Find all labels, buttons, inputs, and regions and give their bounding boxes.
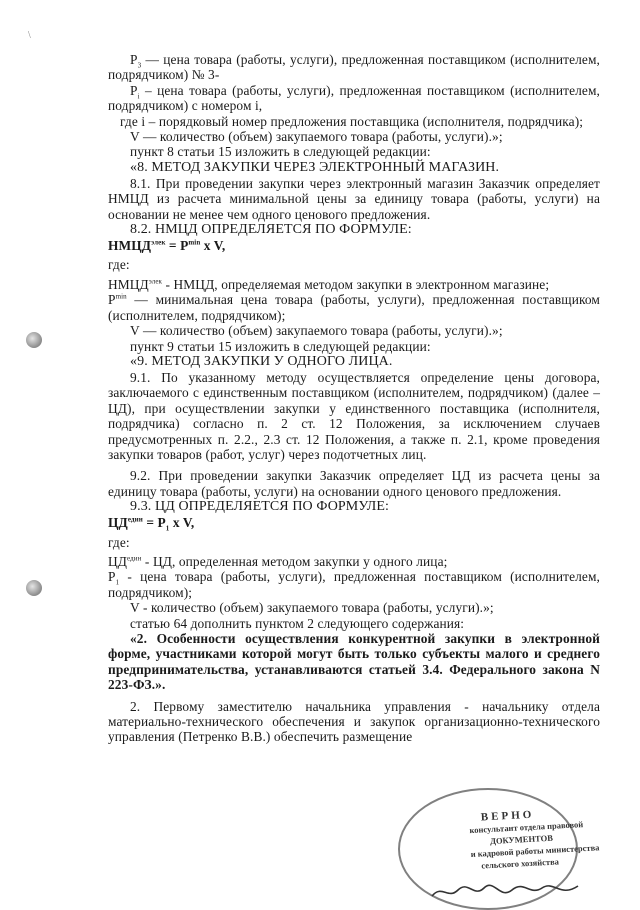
- p1-symbol: Р: [108, 569, 116, 585]
- paragraph-pi: [108, 83, 600, 114]
- stamp-line-2: консультант отдела правовой: [469, 819, 584, 836]
- paragraph-article64-intro: статью 64 дополнить пунктом 2 следующего содержания:: [130, 615, 465, 631]
- heading-9: «9. МЕТОД ЗАКУПКИ У ОДНОГО ЛИЦА.: [130, 353, 393, 369]
- paragraph-v-def: V — количество (объем) закупаемого товара (работы, услуги).»;: [130, 129, 503, 145]
- paragraph-pmin-def: [108, 292, 600, 323]
- paragraph-v-def-2: V — количество (объем) закупаемого товара (работы, услуги).»;: [130, 323, 503, 339]
- paragraph-where-2: где:: [108, 534, 130, 550]
- formula-nmcd: [108, 238, 600, 253]
- paragraph-p1-def: [108, 569, 600, 600]
- paragraph-item9-intro: пункт 9 статьи 15 изложить в следующей редакции:: [130, 338, 431, 354]
- paragraph-9-1: 9.1. По указанному методу осуществляется определение цены договора, заключаемого с единственным поставщиком (исполнителем, подрядчиком) (далее – ЦД), при осуществлении закупки у единственного поставщика (исполнителя, подрядчика) согласно п. 2 ст. 12 Положения, за исключением случаев предусмотренных п. 2.2., 2.3 ст. 12 Положения, а также п. 2.1, кроме проведения закупки товаров (работ, услуг) через подотчетных лиц.: [108, 369, 600, 462]
- formula-nmcd-sup: элек: [151, 238, 166, 247]
- p1-sub: 1: [115, 579, 120, 588]
- formula-cd-eq: = Р: [142, 515, 166, 531]
- stamp-line-1: ВЕРНО: [480, 808, 535, 824]
- p1-definition: - цена товара (работы, услуги), предложенная поставщиком (исполнителем, подрядчиком);: [108, 569, 600, 600]
- heading-9-3: 9.3. ЦД ОПРЕДЕЛЯЕТСЯ ПО ФОРМУЛЕ:: [130, 499, 390, 515]
- nmcd-definition: - НМЦД, определяемая методом закупки в электронном магазине;: [162, 276, 550, 292]
- paragraph-8-1: 8.1. При проведении закупки через электронный магазин Заказчик определяет НМЦД из расчета минимальной цены за единицу товара (работы, услуги) на основании не менее чем одного ценового предложения.: [108, 175, 600, 222]
- handwritten-signature: [430, 882, 580, 902]
- p3-definition: — цена товара (работы, услуги), предложенная поставщиком (исполнителем, подрядчиком) № 3-: [108, 52, 600, 83]
- pmin-symbol: Р: [108, 292, 116, 308]
- punch-hole-top: [26, 332, 42, 348]
- heading-8-2: 8.2. НМЦД ОПРЕДЕЛЯЕТСЯ ПО ФОРМУЛЕ:: [130, 222, 412, 238]
- paragraph-nmcd-def: [108, 277, 600, 292]
- p3-subscript: 3: [137, 61, 142, 70]
- certification-stamp: [469, 804, 627, 872]
- paragraph-item8-intro: пункт 8 статьи 15 изложить в следующей редакции:: [130, 144, 431, 160]
- p3-symbol: Р: [130, 52, 138, 67]
- formula-cd-lhs: ЦД: [108, 515, 128, 531]
- formula-cd-sub: 1: [165, 524, 170, 533]
- pmin-definition: — минимальная цена товара (работы, услуги), предложенная поставщиком (исполнителем, подрядчиком);: [108, 292, 600, 323]
- punch-hole-bottom: [26, 580, 42, 596]
- cd-definition: - ЦД, определенная методом закупки у одного лица;: [141, 553, 448, 569]
- formula-cd-tail: x V,: [169, 515, 195, 531]
- formula-nmcd-eq: = Р: [165, 238, 189, 254]
- formula-nmcd-lhs: НМЦД: [108, 238, 152, 254]
- cd-sup: един: [127, 554, 142, 563]
- formula-nmcd-min: min: [188, 238, 201, 247]
- cd-symbol: ЦД: [108, 553, 128, 569]
- paragraph-order-2: 2. Первому заместителю начальника управления - начальнику отдела материально-технического обеспечения и закупок организационно-технического управления (Петренко В.В.) обеспечить размещение: [108, 698, 600, 745]
- pmin-sup: min: [115, 292, 127, 301]
- paragraph-9-2: 9.2. При проведении закупки Заказчик определяет ЦД из расчета цены за единицу товара (работы, услуги) на основании одного ценового предложения.: [108, 468, 600, 499]
- formula-cd-sup: един: [127, 515, 143, 524]
- document-page: [108, 52, 600, 745]
- nmcd-sup: элек: [148, 277, 163, 286]
- heading-8: «8. МЕТОД ЗАКУПКИ ЧЕРЕЗ ЭЛЕКТРОННЫЙ МАГАЗИН.: [130, 159, 500, 175]
- pi-subscript: i: [137, 92, 140, 101]
- pi-definition: – цена товара (работы, услуги), предложенная поставщиком (исполнителем, подрядчиком) с номером i,: [108, 82, 600, 114]
- paragraph-v-def-3: V - количество (объем) закупаемого товара (работы, услуги).»;: [130, 600, 494, 616]
- scan-noise-mark: \: [28, 30, 31, 41]
- paragraph-cd-def: [108, 554, 600, 569]
- stamp-line-4: и кадровой работы министерства: [470, 842, 600, 860]
- stamp-line-3: ДОКУМЕНТОВ: [489, 832, 554, 847]
- stamp-line-5: сельского хозяйства: [481, 856, 560, 871]
- paragraph-p3: [108, 52, 600, 83]
- paragraph-i-def: где i – порядковый номер предложения поставщика (исполнителя, подрядчика);: [120, 113, 584, 129]
- paragraph-article64-item2: «2. Особенности осуществления конкурентной закупки в электронной форме, участниками которой могут быть только субъекты малого и среднего предпринимательства, устанавливаются статьей 3.4. Федерального закона N 223-ФЗ.».: [108, 631, 600, 693]
- nmcd-symbol: НМЦД: [108, 276, 149, 292]
- pi-symbol: Р: [130, 82, 138, 98]
- formula-cd: [108, 515, 600, 533]
- formula-nmcd-tail: x V,: [200, 238, 226, 254]
- paragraph-where-1: где:: [108, 257, 130, 273]
